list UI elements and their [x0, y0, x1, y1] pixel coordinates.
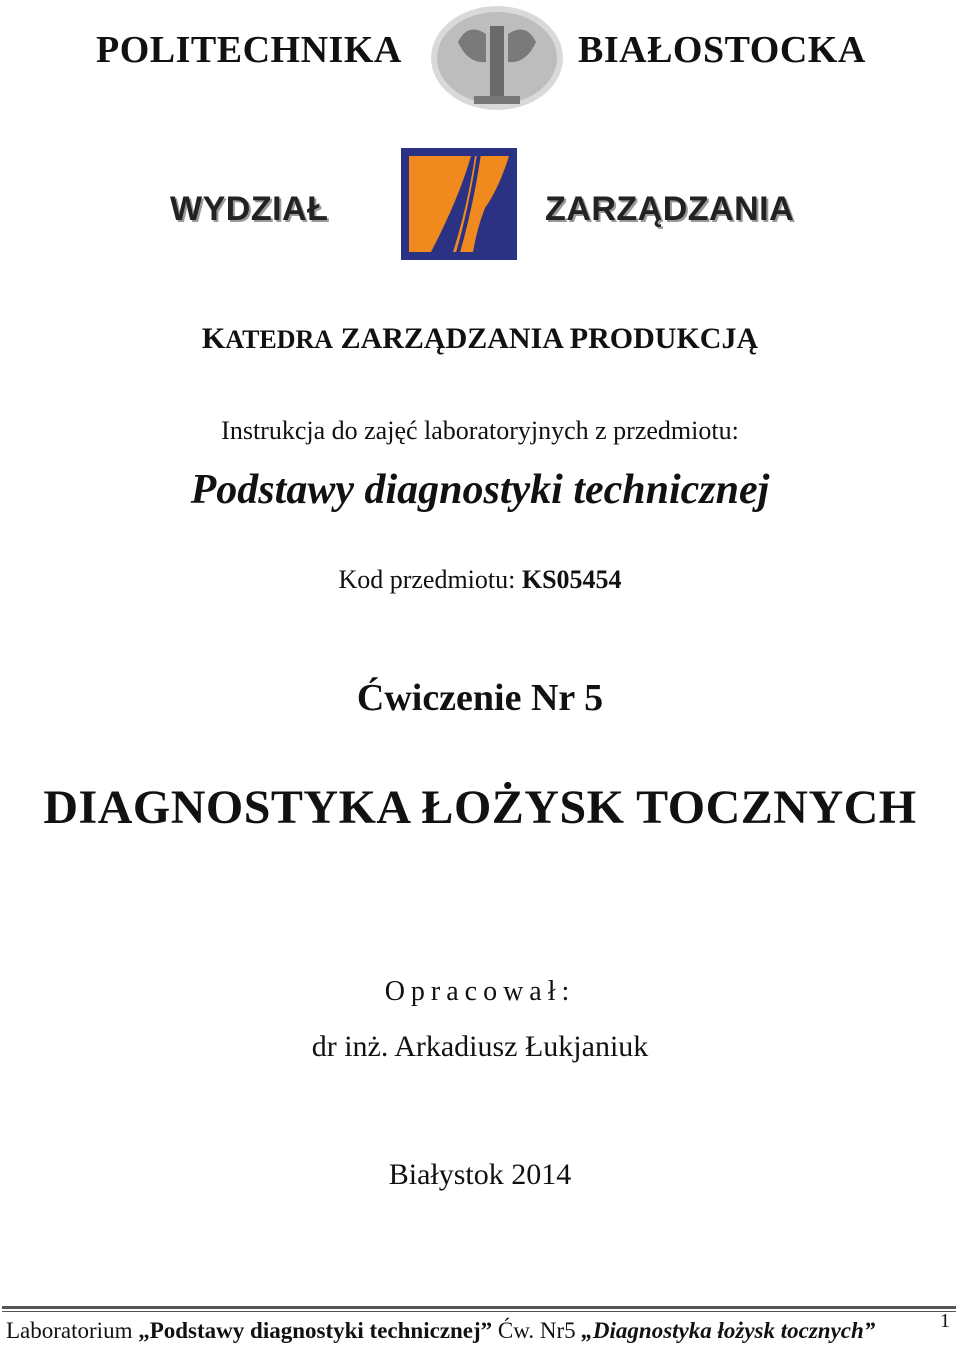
instruction-line: Instrukcja do zajęć laboratoryjnych z przedmiotu: — [221, 416, 739, 445]
faculty-name-right: ZARZĄDZANIA — [545, 190, 795, 228]
department-initial: K — [201, 322, 226, 355]
course-code-value: KS05454 — [521, 565, 622, 594]
topic-title: DIAGNOSTYKA ŁOŻYSK TOCZNYCH — [43, 781, 917, 834]
city-year: Białystok 2014 — [388, 1158, 572, 1191]
department-title — [0, 322, 960, 356]
footer-rule-thick — [2, 1306, 956, 1309]
footer-prefix: Laboratorium — [6, 1318, 139, 1343]
prepared-by-label: Opracował: — [384, 976, 576, 1007]
footer-topic: „Diagnostyka łożysk tocznych” — [581, 1318, 876, 1343]
footer-exercise: Ćw. Nr5 — [492, 1318, 582, 1343]
footer-rule-thin — [2, 1311, 956, 1312]
department-word: ATEDRA — [225, 325, 334, 354]
course-code-label: Kod przedmiotu: — [338, 565, 516, 594]
department-name: ZARZĄDZANIA PRODUKCJĄ — [340, 322, 759, 355]
page-footer — [6, 1318, 875, 1344]
author-name: dr inż. Arkadiusz Łukjaniuk — [311, 1030, 649, 1063]
faculty-name-left: WYDZIAŁ — [170, 190, 329, 228]
university-name-left: POLITECHNIKA — [96, 29, 402, 71]
university-logo-icon — [428, 2, 566, 114]
university-name-right: BIAŁOSTOCKA — [578, 29, 866, 71]
subject-title: Podstawy diagnostyki technicznej — [190, 467, 770, 513]
footer-subject: „Podstawy diagnostyki technicznej” — [138, 1318, 493, 1343]
course-code — [0, 565, 960, 595]
page-number: 1 — [940, 1310, 950, 1332]
exercise-number: Ćwiczenie Nr 5 — [356, 677, 604, 719]
faculty-logo-icon — [401, 148, 517, 260]
